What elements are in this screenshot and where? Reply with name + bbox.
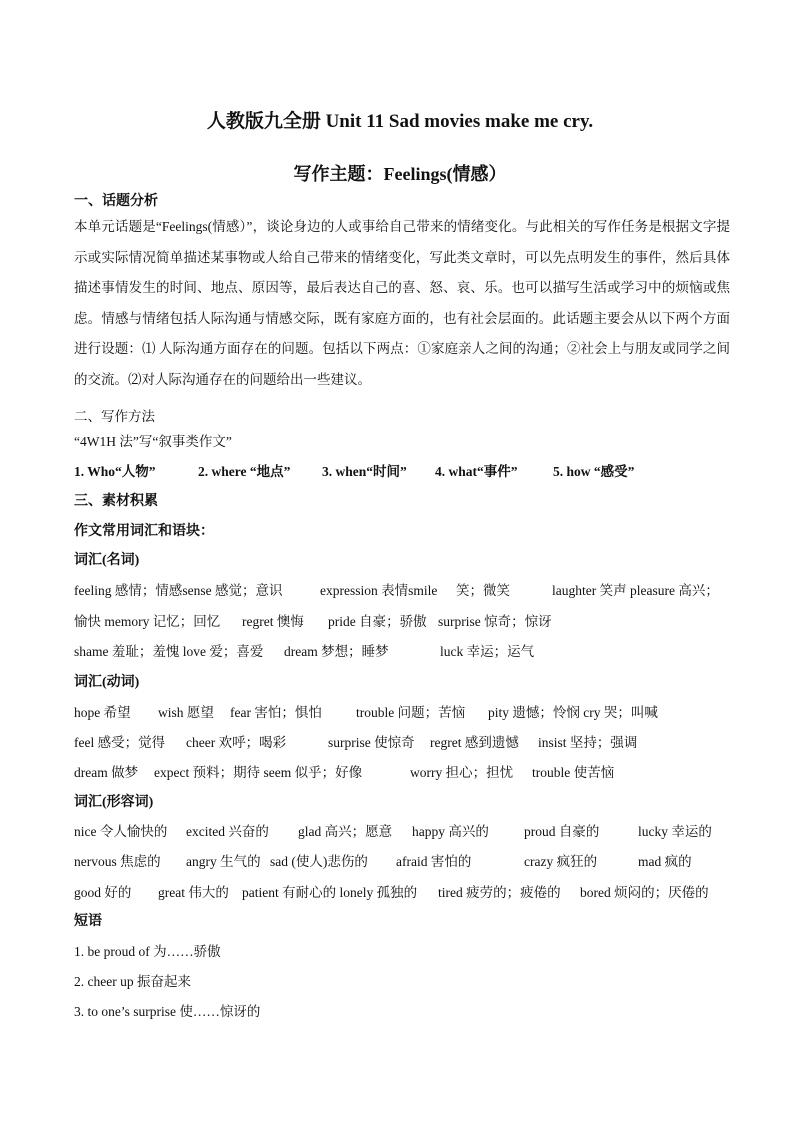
nouns-heading: 词汇(名词) xyxy=(74,553,140,568)
document-title: 人教版九全册 Unit 11 Sad movies make me cry. xyxy=(206,111,594,132)
adj-line xyxy=(74,852,734,872)
vocab-item: 愉快 memory 记忆；回忆 xyxy=(74,614,221,629)
phrase-item: 2. cheer up 振奋起来 xyxy=(74,974,191,989)
vocab-item: regret 感到遗憾 xyxy=(430,735,519,750)
section1-paragraph: 本单元话题是“Feelings(情感）”，谈论身边的人或事给自己带来的情绪变化。与此相关的写作任务是根据文字提示或实际情况简单描述某事物或人给自己带来的情绪变化，写此类文章时，可以先点明发生的事件，然后具体描述事情发生的时间、地点、原因等，最后表达自己的喜、怒、哀、乐。也可以描写生活或学习中的烦恼或焦虑。情感与情绪包括人际沟通与情感交际，既有家庭方面的，也有社会层面的。此话题主要会从以下两个方面进行设题：⑴ 人际沟通方面存在的问题。包括以下两点：①家庭亲人之间的沟通；②社会上与朋友或同学之间的交流。⑵对人际沟通存在的问题给出一些建议。 xyxy=(74,219,730,387)
vocab-item: crazy 疯狂的 xyxy=(524,854,598,869)
vocab-item: expect 预料；期待 seem 似乎；好像 xyxy=(154,765,363,780)
vocab-item: good 好的 xyxy=(74,885,132,900)
vocab-item: tired 疲劳的；疲倦的 xyxy=(438,885,561,900)
section1-heading: 一、话题分析 xyxy=(74,194,158,209)
section3-sub: 作文常用词汇和语块： xyxy=(74,524,214,539)
vocab-item: patient 有耐心的 lonely 孤独的 xyxy=(242,885,418,900)
verbs-line xyxy=(74,763,734,783)
vocab-item: surprise 使惊奇 xyxy=(328,735,415,750)
vocab-item: happy 高兴的 xyxy=(412,824,489,839)
vocab-item: cheer 欢呼；喝彩 xyxy=(186,735,287,750)
method-item: 3. when“时间” xyxy=(322,464,407,479)
section2-heading: 二、写作方法 xyxy=(74,409,155,424)
adj-line xyxy=(74,822,734,842)
method-item: 2. where “地点” xyxy=(198,464,291,479)
vocab-item: insist 坚持；强调 xyxy=(538,735,638,750)
method-item: 4. what“事件” xyxy=(435,464,518,479)
vocab-item: nice 令人愉快的 xyxy=(74,824,168,839)
vocab-item: expression 表情smile xyxy=(320,583,438,598)
vocab-item: angry 生气的 xyxy=(186,854,261,869)
vocab-item: mad 疯的 xyxy=(638,854,692,869)
phrases-heading: 短语 xyxy=(74,914,102,929)
vocab-item: dream 梦想；睡梦 xyxy=(284,644,389,659)
document-subtitle: 写作主题：Feelings(情感） xyxy=(293,164,507,184)
vocab-item: hope 希望 xyxy=(74,705,131,720)
vocab-item: trouble 问题；苦恼 xyxy=(356,705,466,720)
nouns-line xyxy=(74,581,734,601)
vocab-item: feeling 感情；情感sense 感觉；意识 xyxy=(74,583,283,598)
vocab-item: surprise 惊奇；惊讶 xyxy=(438,614,552,629)
vocab-item: dream 做梦 xyxy=(74,765,139,780)
vocab-item: 笑；微笑 xyxy=(456,583,510,598)
vocab-item: pity 遗憾；怜悯 cry 哭；叫喊 xyxy=(488,705,658,720)
vocab-item: shame 羞耻；羞愧 love 爱；喜爱 xyxy=(74,644,264,659)
method-item: 5. how “感受” xyxy=(553,464,635,479)
phrase-item: 3. to one’s surprise 使……惊讶的 xyxy=(74,1004,261,1019)
section3-heading: 三、素材积累 xyxy=(74,494,158,509)
vocab-item: glad 高兴；愿意 xyxy=(298,824,393,839)
vocab-item: bored 烦闷的；厌倦的 xyxy=(580,885,709,900)
section2-line1: “4W1H 法”写“叙事类作文” xyxy=(74,434,232,449)
vocab-item: sad (使人)悲伤的 xyxy=(270,854,368,869)
nouns-line xyxy=(74,642,734,662)
phrase-item: 1. be proud of 为……骄傲 xyxy=(74,944,221,959)
vocab-item: feel 感受；觉得 xyxy=(74,735,166,750)
vocab-item: nervous 焦虑的 xyxy=(74,854,161,869)
verbs-line xyxy=(74,703,734,723)
vocab-item: regret 懊悔 xyxy=(242,614,304,629)
vocab-item: lucky 幸运的 xyxy=(638,824,712,839)
vocab-item: proud 自豪的 xyxy=(524,824,600,839)
vocab-item: worry 担心；担忧 xyxy=(410,765,514,780)
vocab-item: fear 害怕；惧怕 xyxy=(230,705,322,720)
methods-row xyxy=(74,462,734,482)
vocab-item: afraid 害怕的 xyxy=(396,854,472,869)
verbs-heading: 词汇(动词) xyxy=(74,675,140,690)
adj-heading: 词汇(形容词) xyxy=(74,795,154,810)
verbs-line xyxy=(74,733,734,753)
nouns-line xyxy=(74,612,734,632)
vocab-item: laughter 笑声 pleasure 高兴； xyxy=(552,583,719,598)
vocab-item: pride 自豪；骄傲 xyxy=(328,614,427,629)
vocab-item: wish 愿望 xyxy=(158,705,214,720)
method-item: 1. Who“人物” xyxy=(74,464,156,479)
vocab-item: luck 幸运；运气 xyxy=(440,644,535,659)
vocab-item: great 伟大的 xyxy=(158,885,229,900)
vocab-item: excited 兴奋的 xyxy=(186,824,269,839)
vocab-item: trouble 使苦恼 xyxy=(532,765,615,780)
adj-line xyxy=(74,883,734,903)
